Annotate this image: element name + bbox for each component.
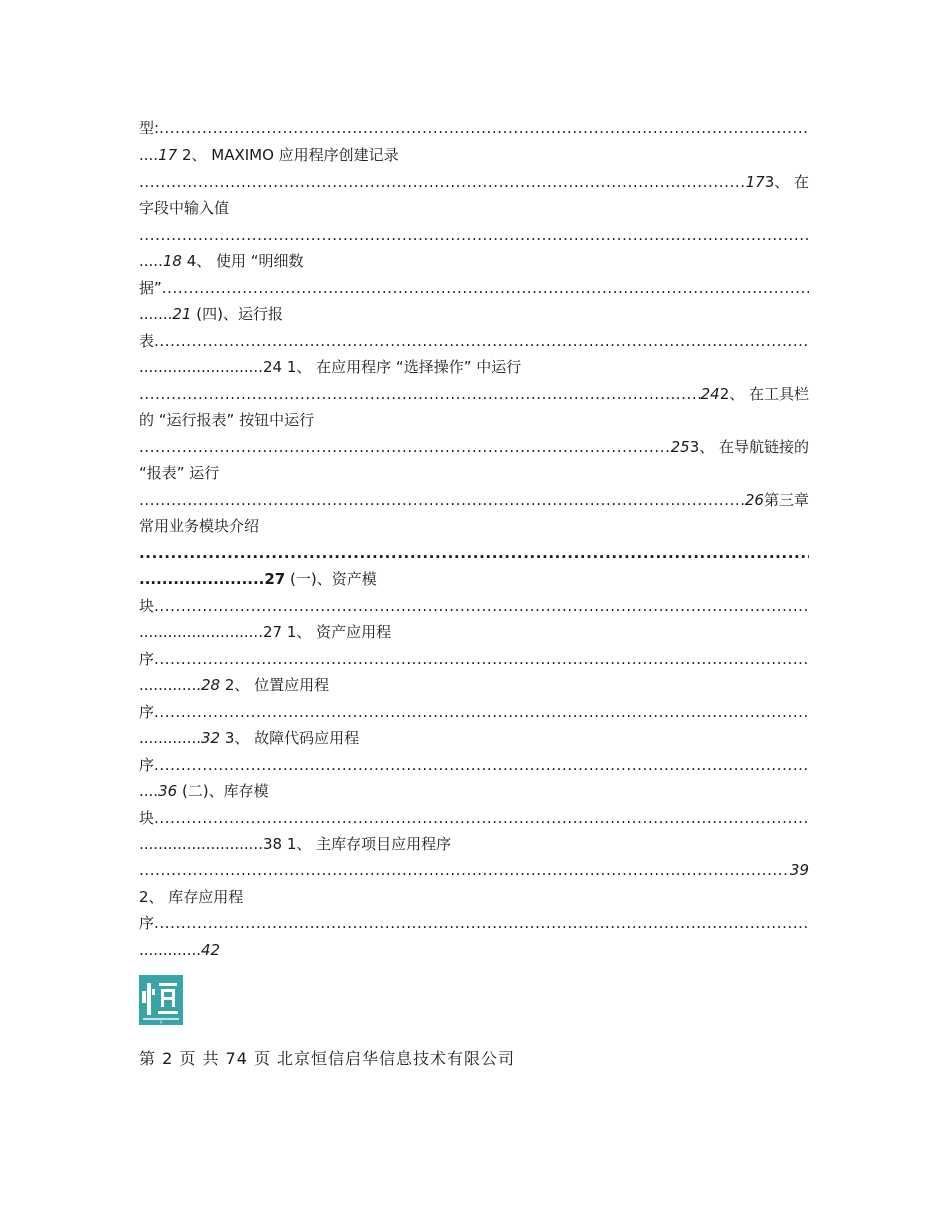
toc-line: .............42 [139, 941, 221, 959]
toc-line: .......21 (四)、运行报 [139, 305, 283, 323]
toc-line: ..... 39 [139, 858, 809, 882]
toc-line: ..... 24 2、 在工具栏 [139, 382, 809, 406]
toc-line: 序 ..... [139, 647, 809, 671]
toc-line: ..........................38 1、 主库存项目应用程序 [139, 835, 452, 853]
toc-line: ..........................24 1、 在应用程序 “选择操作” 中运行 [139, 358, 522, 376]
toc-line: .....18 4、 使用 “明细数 [139, 252, 304, 270]
toc-line: 序 ..... [139, 911, 809, 935]
toc-line: ....17 2、 MAXIMO 应用程序创建记录 [139, 146, 399, 164]
toc-line: 表 ..... [139, 329, 809, 353]
toc-line: “报表” 运行 [139, 464, 220, 482]
logo-char: 恒 [159, 1020, 163, 1024]
toc-line [139, 223, 809, 247]
toc-line: 2、 库存应用程 [139, 888, 244, 906]
toc-line: ......................27 (一)、资产模 [139, 570, 377, 588]
toc-line: 块 ..... [139, 806, 809, 830]
toc-line: 序 ..... [139, 753, 809, 777]
toc-line: 的 “运行报表” 按钮中运行 [139, 411, 315, 429]
toc-line: .............28 2、 位置应用程 [139, 676, 330, 694]
toc-line: 型: ..... [139, 116, 809, 140]
toc-line: ....36 (二)、库存模 [139, 782, 269, 800]
toc-line: 序 ..... [139, 700, 809, 724]
toc-line: ..... 17 3、 在 [139, 170, 809, 194]
toc-line: 字段中输入值 [139, 199, 230, 217]
toc-line: .............32 3、 故障代码应用程 [139, 729, 360, 747]
company-logo [139, 975, 183, 1025]
toc-line: ..... 25 3、 在导航链接的 [139, 435, 809, 459]
toc-line: ..... 26 第三章 [139, 488, 809, 512]
toc-line: ..........................27 1、 资产应用程 [139, 623, 392, 641]
toc-line: 据” ..... [139, 276, 809, 300]
toc-line [139, 541, 809, 565]
page-footer: 第 2 页 共 74 页 北京恒信启华信息技术有限公司 [139, 1049, 516, 1068]
toc-line: 块 ..... [139, 594, 809, 618]
toc-line: 常用业务模块介绍 [139, 517, 260, 535]
